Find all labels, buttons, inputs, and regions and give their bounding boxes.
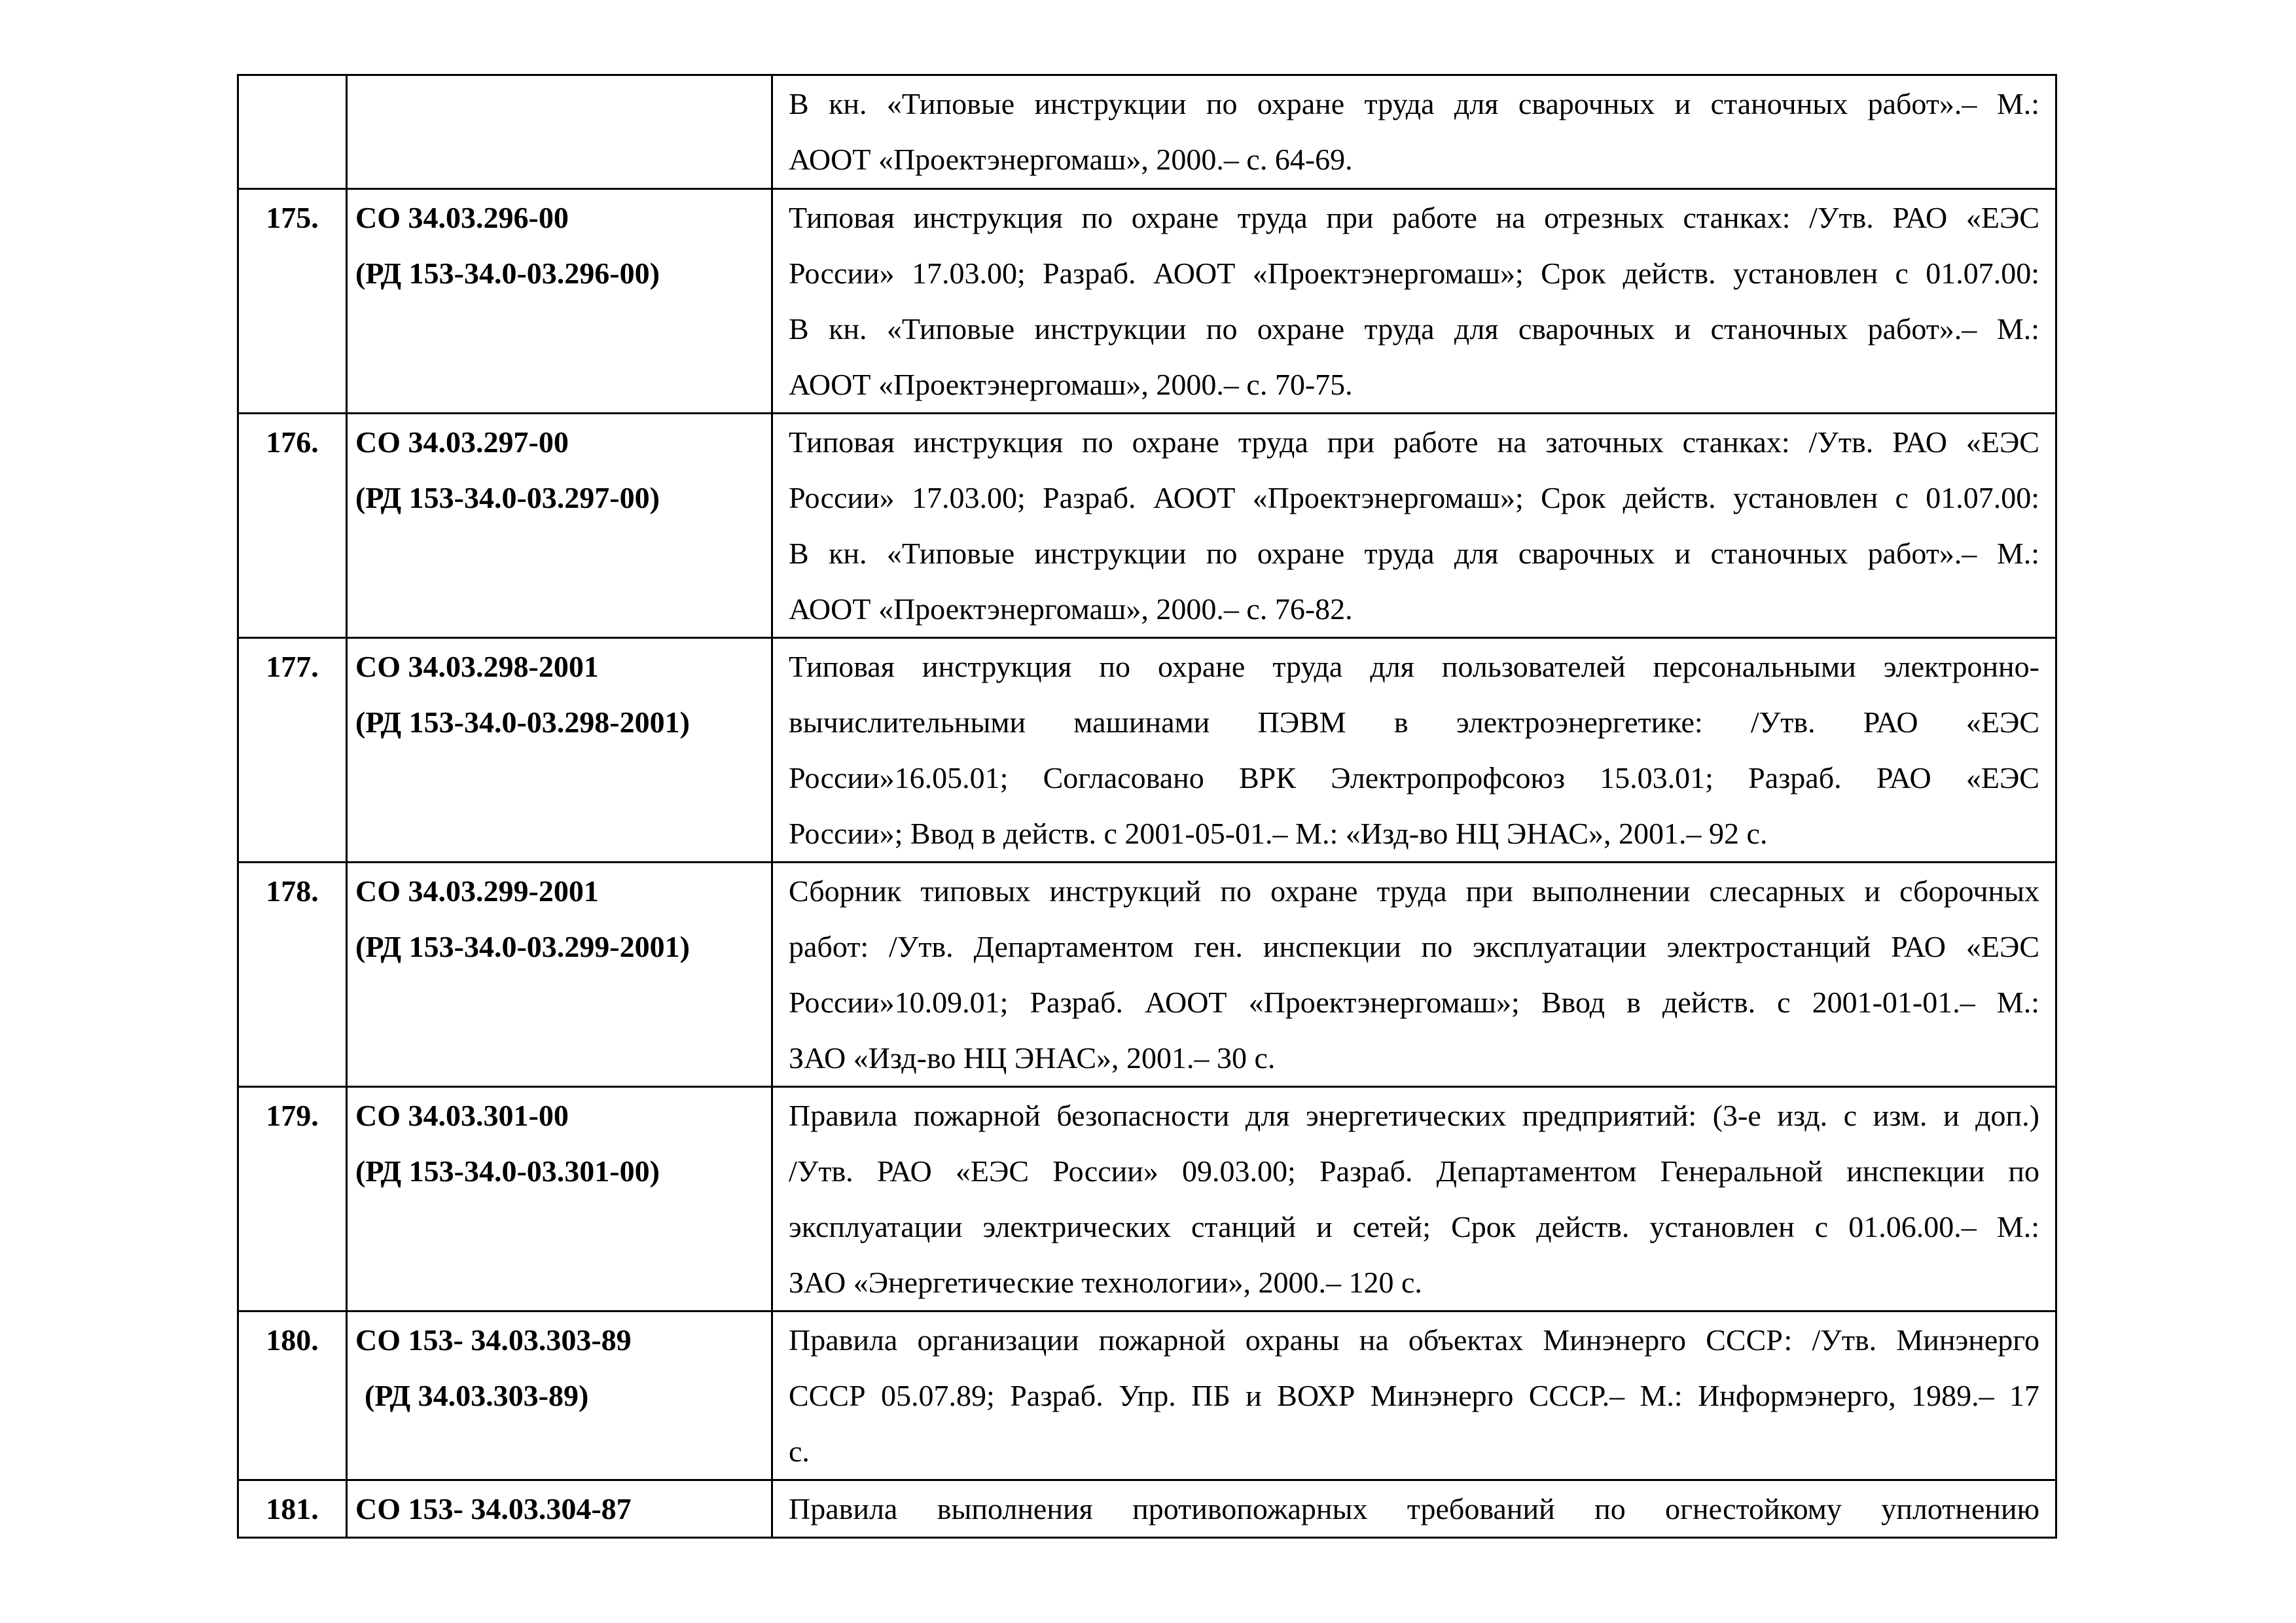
document-description: Сборник типовых инструкций по охране труда при выполнении слесарных и сборочных работ: /Утв. Департаментом ген. инспекции по эксплуатации электростанций РАО «ЕЭС России»10.09.01; Разраб. АООТ «Проектэнергомаш»; Ввод в действ. с 2001-01-01.– М.: ЗАО «Изд-во НЦ ЭНАС», 2001.– 30 с.: [772, 863, 2056, 1087]
document-code: СО 153- 34.03.304-87: [347, 1480, 772, 1538]
document-code: [347, 75, 772, 189]
table-row: [238, 863, 2056, 1087]
row-number: 180.: [238, 1311, 347, 1480]
table-row: [238, 1311, 2056, 1480]
row-number: 181.: [238, 1480, 347, 1538]
table-row: [238, 1480, 2056, 1538]
row-number: 179.: [238, 1087, 347, 1311]
document-code: СО 34.03.297-00 (РД 153-34.0-03.297-00): [347, 414, 772, 638]
document-description: Типовая инструкция по охране труда при работе на отрезных станках: /Утв. РАО «ЕЭС России» 17.03.00; Разраб. АООТ «Проектэнергомаш»; Срок действ. установлен с 01.07.00: В кн. «Типовые инструкции по охране труда для сварочных и станочных работ».– М.: АООТ «Проектэнергомаш», 2000.– с. 70-75.: [772, 189, 2056, 414]
document-description: Типовая инструкция по охране труда для пользователей персональными электронно- вычислительными машинами ПЭВМ в электроэнергетике: /Утв. РАО «ЕЭС России»16.05.01; Согласовано ВРК Электропрофсоюз 15.03.01; Разраб. РАО «ЕЭС России»; Ввод в действ. с 2001-05-01.– М.: «Изд-во НЦ ЭНАС», 2001.– 92 с.: [772, 638, 2056, 863]
row-number: 175.: [238, 189, 347, 414]
row-number: 178.: [238, 863, 347, 1087]
document-code: СО 34.03.301-00 (РД 153-34.0-03.301-00): [347, 1087, 772, 1311]
document-code: СО 153- 34.03.303-89 (РД 34.03.303-89): [347, 1311, 772, 1480]
document-description: Правила организации пожарной охраны на объектах Минэнерго СССР: /Утв. Минэнерго СССР 05.07.89; Разраб. Упр. ПБ и ВОХР Минэнерго СССР.– М.: Информэнерго, 1989.– 17 с.: [772, 1311, 2056, 1480]
table-row: [238, 414, 2056, 638]
document-description: Правила выполнения противопожарных требований по огнестойкому уплотнению: [772, 1480, 2056, 1538]
standards-table: [237, 74, 2057, 1539]
document-description: Правила пожарной безопасности для энергетических предприятий: (3-е изд. с изм. и доп.) /Утв. РАО «ЕЭС России» 09.03.00; Разраб. Департаментом Генеральной инспекции по эксплуатации электрических станций и сетей; Срок действ. установлен с 01.06.00.– М.: ЗАО «Энергетические технологии», 2000.– 120 с.: [772, 1087, 2056, 1311]
table-row: [238, 1087, 2056, 1311]
document-description: Типовая инструкция по охране труда при работе на заточных станках: /Утв. РАО «ЕЭС России» 17.03.00; Разраб. АООТ «Проектэнергомаш»; Срок действ. установлен с 01.07.00: В кн. «Типовые инструкции по охране труда для сварочных и станочных работ».– М.: АООТ «Проектэнергомаш», 2000.– с. 76-82.: [772, 414, 2056, 638]
row-number: 176.: [238, 414, 347, 638]
row-number: 177.: [238, 638, 347, 863]
table-row: [238, 638, 2056, 863]
row-number: [238, 75, 347, 189]
table-row: [238, 189, 2056, 414]
document-code: СО 34.03.296-00 (РД 153-34.0-03.296-00): [347, 189, 772, 414]
table-row: [238, 75, 2056, 189]
document-code: СО 34.03.298-2001 (РД 153-34.0-03.298-2001): [347, 638, 772, 863]
document-description: В кн. «Типовые инструкции по охране труда для сварочных и станочных работ».– М.: АООТ «Проектэнергомаш», 2000.– с. 64-69.: [772, 75, 2056, 189]
document-code: СО 34.03.299-2001 (РД 153-34.0-03.299-2001): [347, 863, 772, 1087]
